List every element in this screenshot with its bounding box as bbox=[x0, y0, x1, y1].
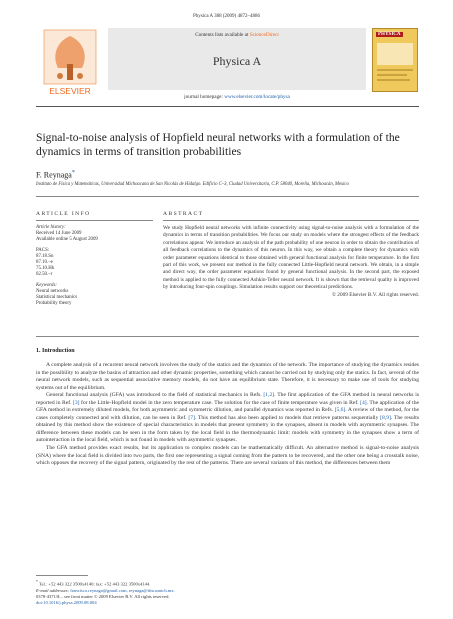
article-info-heading: ARTICLE INFO bbox=[36, 211, 91, 217]
abstract-text: We study Hopfield neural networks with infinite connectivity using signal-to-noise analysis with a formulation of the dynamics in terms of transition probabilities. We focus our study on models where the strongest effects of the feedback correlations appear. We introduce an analysis of the path probability of one neuron in order to obtain the contribution of all feedback correlations to the dynamics of this neuron. In this way, we obtain a complete theory for dynamics with order parameter equations identical to those obtained with general functional analysis for finite temperature. In the first part of this work, we present our method in the fully connected Little-Hopfield neural network. We obtain, in a simple and direct way, the order parameter equations found by general functional analysis. In the second part, the exposed method is applied to the fully connected Ashkin-Teller neural network. It is shown that the retrieval quality is improved by introducing four-spin couplings. Simulation results support our theoretical predictions. bbox=[163, 225, 419, 291]
header-divider bbox=[36, 196, 419, 197]
intro-paragraph: A complete analysis of a recurrent neural network involves the study of the statics and the dynamics of the network. The importance of studying the dynamics resides in the possibility to analyze the basins of attraction and other dynamic properties, something which cannot be carried out by studying only the statics. In fact, several of the neural network models, such as sequential associative memory models, do not have an equilibrium state. Therefore, it is necessary to make use of tools for studying systems out of the equilibrium. bbox=[36, 362, 419, 391]
author-name: F. Reynaga bbox=[36, 170, 72, 180]
citation-link[interactable]: [3] bbox=[72, 399, 80, 406]
journal-banner bbox=[108, 28, 366, 90]
homepage-prefix: journal homepage: bbox=[184, 94, 223, 100]
introduction-heading: 1. Introduction bbox=[36, 348, 75, 354]
keyword: Probability theory bbox=[36, 301, 72, 307]
author-footnote bbox=[36, 579, 175, 594]
citation-link[interactable]: [7] bbox=[188, 414, 195, 421]
affiliation: Instituto de Física y Matemáticas, Universidad Michoacana de San Nicolás de Hidalgo. Edificio C–3, Ciudad Universitaria, C.P. 58040, Morelia, Michoacán, Mexico bbox=[36, 182, 349, 187]
pacs-code: 87.18.Sn bbox=[36, 253, 54, 259]
pacs-code: 87.10.–e bbox=[36, 260, 53, 266]
cover-art-icon bbox=[373, 29, 417, 91]
citation-link[interactable]: [1,2] bbox=[263, 392, 275, 399]
pacs-code: 75.10.Hk bbox=[36, 266, 55, 272]
citation-link[interactable]: [5,6] bbox=[334, 407, 346, 414]
citation-link[interactable]: [4] bbox=[360, 399, 367, 406]
article-info-divider bbox=[36, 220, 153, 221]
paper-title: Signal-to-noise analysis of Hopfield neural networks with a formulation of the dynamics in terms of transition probabilities bbox=[36, 131, 400, 158]
issn-block bbox=[36, 594, 170, 606]
abstract-bottom-divider bbox=[36, 336, 419, 337]
author-line bbox=[36, 169, 75, 180]
doi-link[interactable]: doi:10.1016/j.physa.2009.08.004 bbox=[36, 600, 97, 605]
journal-homepage bbox=[108, 94, 366, 100]
footnote-mark: * bbox=[36, 580, 38, 584]
received-date: Received 14 June 2009 bbox=[36, 231, 82, 237]
abstract-heading: ABSTRACT bbox=[163, 211, 204, 217]
journal-name: Physica A bbox=[212, 54, 262, 68]
introduction-body bbox=[36, 362, 419, 468]
intro-paragraph: The GFA method provides exact results, but its application to complex models can be mathematically difficult. An alternative method is signal-to-noise analysis (SNA) where the local field is divided into two parts, the first one representing a signal coming from the pattern to be recovered, and the other one being a crosstalk noise, which opposes the recovery of the signal pattern, originated by the rest of the patterns. There are several variants of this method, the differences between them bbox=[36, 445, 419, 467]
email-label: E-mail addresses: bbox=[36, 587, 70, 593]
cover-title: PHYSICA bbox=[378, 32, 401, 37]
history-label: Article history: bbox=[36, 225, 66, 230]
intro-paragraph: General functional analysis (GFA) was introduced to the field of statistical mechanics in Refs. [1,2]. The first application of the GFA method in neural networks is reported in Ref. [3] for the Little-Hopfield model in the zero temperature case. The solution for the case of finite temperature was given in Ref. [4]. The application of the GFA method in extremely diluted models, for both asymmetric and symmetric dilution, and parallel dynamics was reported in Refs. [5,6]. A review of the method, for the cases completely connected and with dilution, can be seen in Ref. [7]. This method has also been applied to models that retrieve patterns sequentially [8,9]. The results obtained by this method show the existence of special characteristics in models that present symmetry in the synapses, absent in models with asymmetric synapses. The difference between these models can be seen in the form taken by the local field in the thermodynamic limit: models with symmetry in the synapses show a term of autointeraction in the local field, which is not found in models with asymmetric synapses. bbox=[36, 392, 419, 444]
footnote-divider bbox=[36, 575, 88, 576]
online-date: Available online 5 August 2009 bbox=[36, 237, 98, 243]
abstract-body bbox=[163, 225, 419, 299]
masthead-divider bbox=[36, 106, 419, 107]
abstract-copyright: © 2009 Elsevier B.V. All rights reserved. bbox=[331, 291, 419, 298]
homepage-link[interactable]: www.elsevier.com/locate/physa bbox=[224, 94, 290, 100]
issn-line: 0378-4371/$ – see front matter © 2009 Elsevier B.V. All rights reserved. bbox=[36, 594, 170, 599]
elsevier-wordmark: ELSEVIER bbox=[49, 86, 91, 96]
email-links[interactable]: francisco.reynaga@gmail.com, reynaga@ifm.umich.mx. bbox=[70, 587, 175, 593]
journal-reference: Physica A 388 (2009) 4872–4886 bbox=[193, 14, 260, 19]
pacs-label: PACS: bbox=[36, 247, 50, 253]
author-footnote-mark[interactable]: * bbox=[71, 169, 76, 176]
pacs-code: 02.50.–r bbox=[36, 272, 53, 278]
keywords-label: Keywords: bbox=[36, 282, 58, 288]
contents-line bbox=[108, 32, 366, 38]
keyword: Neural networks bbox=[36, 288, 69, 294]
elsevier-logo[interactable] bbox=[36, 28, 104, 100]
sciencedirect-link[interactable]: ScienceDirect bbox=[249, 32, 279, 38]
journal-masthead bbox=[36, 26, 419, 106]
contents-prefix: Contents lists available at bbox=[195, 32, 249, 38]
journal-cover-thumbnail[interactable] bbox=[372, 28, 418, 92]
citation-link[interactable]: [8,9] bbox=[380, 414, 391, 421]
article-info bbox=[36, 225, 153, 307]
keyword: Statistical mechanics bbox=[36, 295, 78, 301]
abstract-divider bbox=[163, 220, 419, 221]
footnote-contact: Tel.: +52 443 322 3500x4140; fax: +52 443 322 3500x4144. bbox=[39, 581, 151, 587]
